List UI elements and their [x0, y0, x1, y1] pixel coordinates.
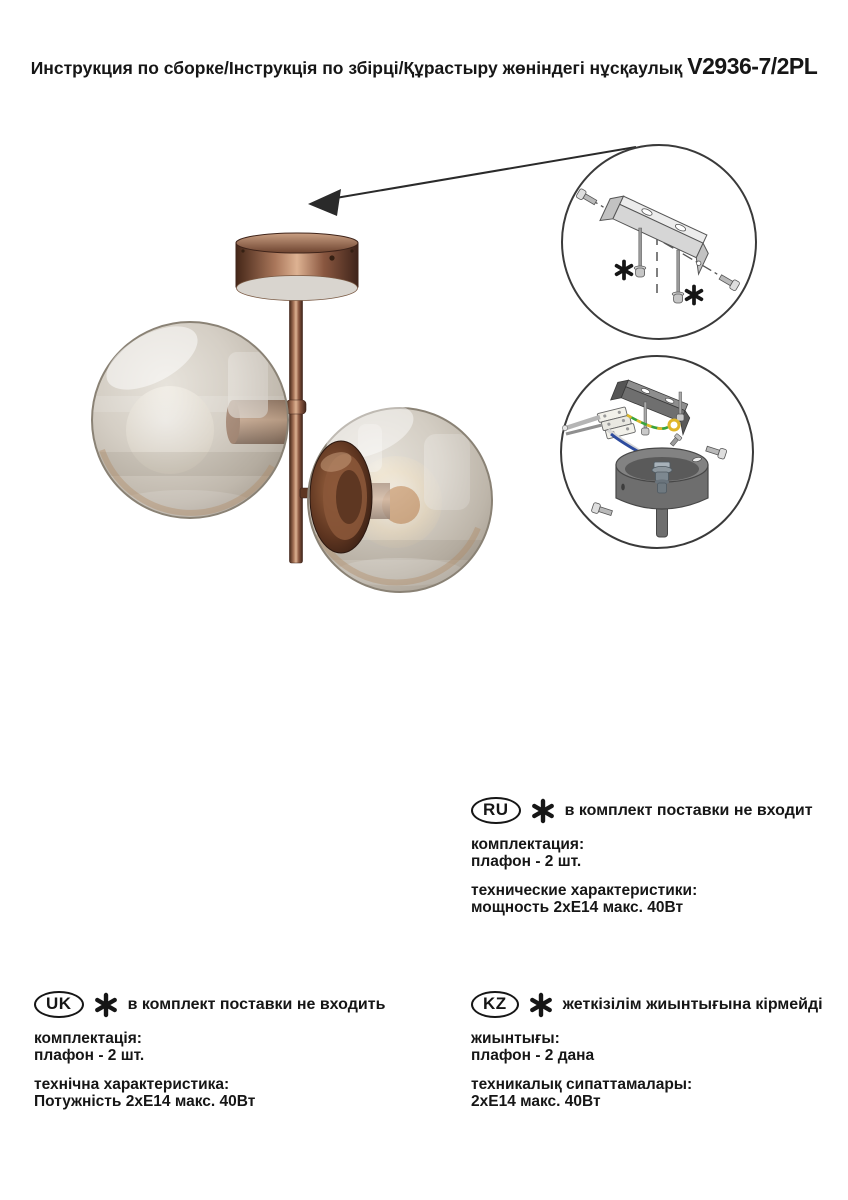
not-included-asterisk-icon — [94, 992, 118, 1018]
ceiling-lamp-illustration — [92, 233, 492, 592]
kit-label: жиынтығы: — [471, 1030, 560, 1047]
globe-right — [300, 394, 492, 592]
spec-value: 2хЕ14 макс. 40Вт — [471, 1093, 601, 1110]
not-included-note: в комплект поставки не входить — [127, 995, 386, 1013]
spec-value: мощность 2хЕ14 макс. 40Вт — [471, 899, 684, 916]
globe-holder-dish — [310, 441, 372, 553]
title-text: Инструкция по сборке/Інструкція по збірці/Құрастыру жөніндегі нұсқаулық — [30, 58, 683, 78]
section-uk-header — [34, 991, 394, 1018]
spec-label: технические характеристики: — [471, 882, 698, 899]
spec-label: техникалық сипаттамалары: — [471, 1076, 693, 1093]
not-included-asterisk-icon — [531, 798, 555, 824]
stem-joint-collar — [286, 400, 306, 414]
tech-specs — [471, 882, 831, 916]
globe-left — [92, 313, 293, 522]
not-included-note: в комплект поставки не входит — [564, 801, 813, 819]
tech-specs — [471, 1076, 831, 1110]
kit-value: плафон - 2 дана — [471, 1047, 595, 1064]
language-badge-kz: KZ — [471, 991, 519, 1018]
spec-value: Потужність 2хЕ14 макс. 40Вт — [34, 1093, 256, 1110]
section-kz — [471, 991, 831, 1110]
canopy-screw-dot — [329, 255, 334, 260]
canopy — [236, 233, 358, 301]
section-ru-header — [471, 797, 831, 824]
language-badge-uk: UK — [34, 991, 84, 1018]
tech-specs — [34, 1076, 394, 1110]
kit-contents — [471, 1030, 831, 1064]
model-number: V2936-7/2PL — [687, 53, 818, 79]
kit-contents — [471, 836, 831, 870]
section-ru — [471, 797, 831, 916]
kit-value: плафон - 2 шт. — [471, 853, 582, 870]
spec-label: технічна характеристика: — [34, 1076, 230, 1093]
language-badge-ru: RU — [471, 797, 521, 824]
canopy-wiring-detail — [561, 356, 753, 548]
section-kz-header — [471, 991, 831, 1018]
section-uk — [34, 991, 394, 1110]
kit-label: комплектация: — [471, 836, 585, 853]
kit-value: плафон - 2 шт. — [34, 1047, 145, 1064]
mounting-bracket-detail — [562, 145, 756, 339]
not-included-asterisk-icon — [529, 992, 553, 1018]
kit-contents — [34, 1030, 394, 1064]
not-included-note: жеткізілім жиынтығына кірмейді — [562, 995, 823, 1013]
kit-label: комплектація: — [34, 1030, 142, 1047]
